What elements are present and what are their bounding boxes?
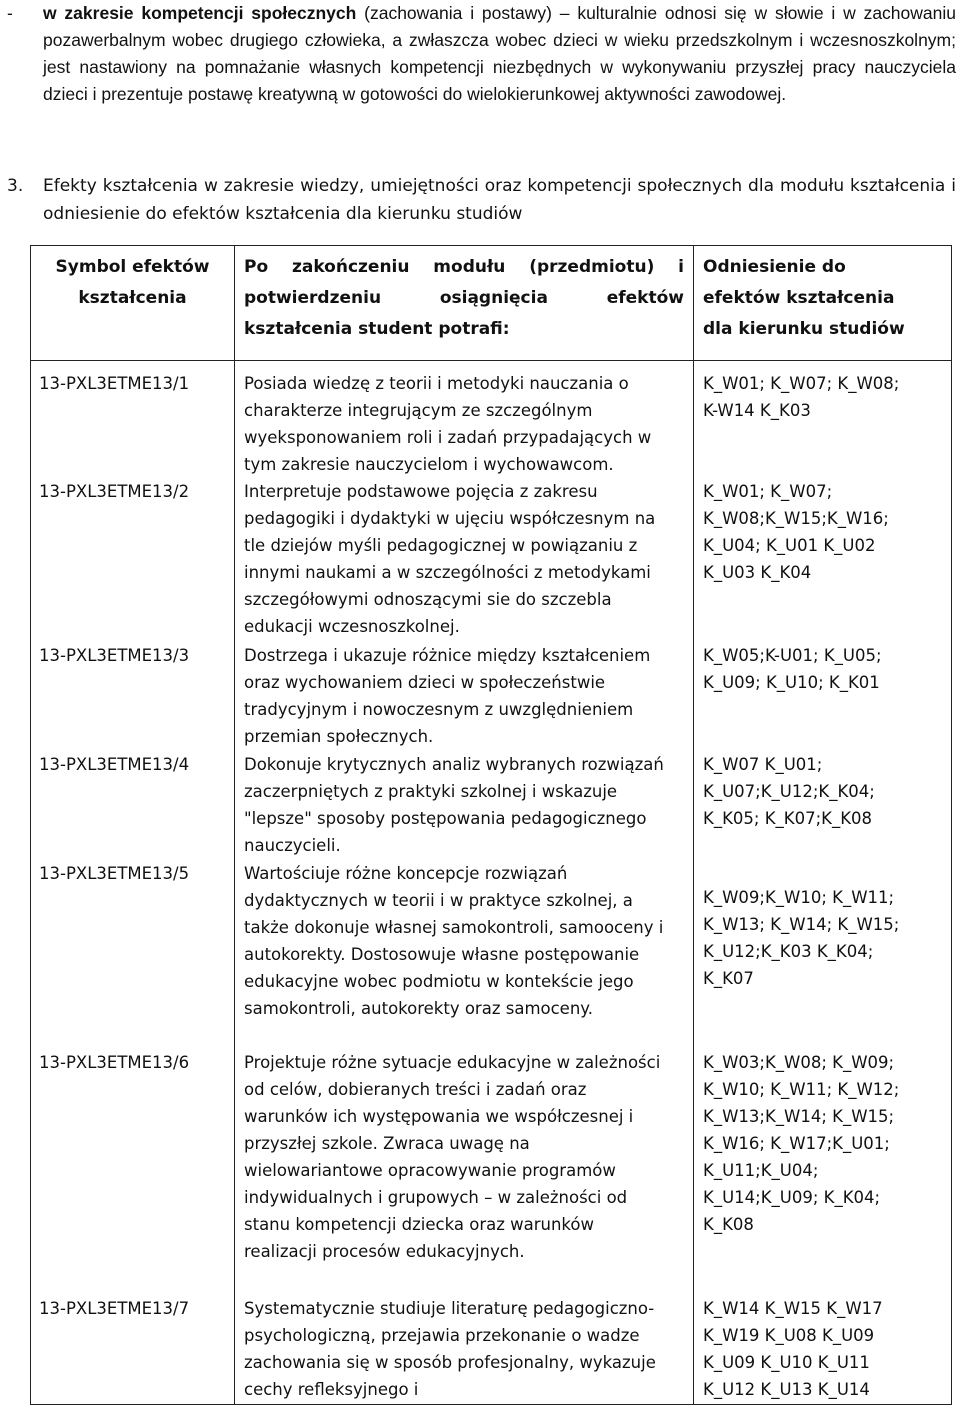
row-reference: K_W03;K_W08; K_W09; K_W10; K_W11; K_W12; K_W13;K_W14; K_W15; K_W16; K_W17;K_U01; K_U11;K_U04; K_U14;K_U09; K_K04; K_K08 — [703, 1053, 900, 1234]
row-description: Dostrzega i ukazuje różnice między kształceniem oraz wychowaniem dzieci w społeczeństwie tradycyjnym i nowoczesnym z uwzględnieniem przemian społecznych. — [244, 646, 651, 746]
row-symbol: 13-PXL3ETME13/5 — [39, 864, 190, 883]
row-reference: K_W14 K_W15 K_W17 K_W19 K_U08 K_U09 K_U09 K_U10 K_U11 K_U12 K_U13 K_U14 — [703, 1299, 883, 1399]
intro-body: (zachowania i postawy) – kulturalnie odnosi się w słowie i w zachowaniu pozawerbalnym wobec drugiego człowieka, a zwłaszcza wobec dzieci w wieku przedszkolnym i wczesnoszkolnym; jest nastawiony na pomnażanie własnych kompetencji niezbędnych w wykonywaniu przyszłej pracy nauczyciela dzieci i prezentuje postawę kreatywną w gotowości do wielokierunkowej aktywności zawodowej. — [43, 3, 956, 104]
row-reference: K_W01; K_W07; K_W08;K_W15;K_W16; K_U04; K_U01 K_U02 K_U03 K_K04 — [703, 482, 889, 582]
row-symbol: 13-PXL3ETME13/3 — [39, 646, 190, 665]
row-reference: K_W09;K_W10; K_W11; K_W13; K_W14; K_W15; K_U12;K_K03 K_K04; K_K07 — [703, 888, 900, 988]
list-bullet: - — [7, 3, 13, 23]
row-symbol: 13-PXL3ETME13/2 — [39, 482, 190, 501]
header-divider — [31, 360, 951, 361]
row-symbol: 13-PXL3ETME13/6 — [39, 1053, 190, 1072]
row-description: Interpretuje podstawowe pojęcia z zakresu pedagogiki i dydaktyki w ujęciu współczesnym na tle dziejów myśli pedagogicznej w powiązaniu z innymi naukami a w szczególności z metodykami szczegółowymi odnoszącymi sie do szczebla edukacji wczesnoszkolnej. — [244, 482, 656, 636]
row-symbol: 13-PXL3ETME13/1 — [39, 374, 190, 393]
header-description: Po zakończeniu modułu (przedmiotu) i potwierdzeniu osiągnięcia efektów kształcenia student potrafi: — [244, 257, 684, 339]
intro-text — [43, 0, 956, 108]
column-divider — [693, 246, 694, 1404]
row-reference: K_W07 K_U01; K_U07;K_U12;K_K04; K_K05; K_K07;K_K08 — [703, 755, 875, 828]
row-reference: K_W01; K_W07; K_W08; K-W14 K_K03 — [703, 374, 900, 420]
header-reference: Odniesienie do efektów kształcenia dla kierunku studiów — [703, 257, 905, 339]
learning-outcomes-table — [30, 245, 952, 1405]
column-divider — [234, 246, 235, 1404]
header-symbol: Symbol efektów kształcenia — [55, 257, 210, 308]
intro-bold-lead: w zakresie kompetencji społecznych — [43, 3, 357, 23]
section-text: Efekty kształcenia w zakresie wiedzy, umiejętności oraz kompetencji społecznych dla modułu kształcenia i odniesienie do efektów kształcenia dla kierunku studiów — [43, 176, 956, 224]
row-description: Systematycznie studiuje literaturę pedagogiczno-psychologiczną, przejawia przekonanie o wadze zachowania się w sposób profesjonalny, wykazuje cechy refleksyjnego i — [244, 1299, 656, 1399]
row-symbol: 13-PXL3ETME13/7 — [39, 1299, 190, 1318]
row-symbol: 13-PXL3ETME13/4 — [39, 755, 190, 774]
row-description: Projektuje różne sytuacje edukacyjne w zależności od celów, dobieranych treści i zadań oraz warunków ich występowania we współczesnej i przyszłej szkole. Zwraca uwagę na wielowariantowe opracowywanie programów indywidualnych i grupowych – w zależności od stanu kompetencji dziecka oraz warunków realizacji procesów edukacyjnych. — [244, 1053, 661, 1261]
row-description: Posiada wiedzę z teorii i metodyki nauczania o charakterze integrującym ze szczególnym wyeksponowaniem roli i zadań przypadających w tym zakresie nauczycielom i wychowawcom. — [244, 374, 652, 474]
row-reference: K_W05;K-U01; K_U05; K_U09; K_U10; K_K01 — [703, 646, 882, 692]
row-description: Dokonuje krytycznych analiz wybranych rozwiązań zaczerpniętych z praktyki szkolnej i wskazuje "lepsze" sposoby postępowania pedagogicznego nauczycieli. — [244, 755, 664, 855]
section-number: 3. — [7, 176, 24, 196]
row-description: Wartościuje różne koncepcje rozwiązań dydaktycznych w teorii i w praktyce szkolnej, a także dokonuje własnej samokontroli, samooceny i autokorekty. Dostosowuje własne postępowanie edukacyjne wobec podmiotu w kontekście jego samokontroli, autokorekty oraz samoceny. — [244, 864, 664, 1018]
